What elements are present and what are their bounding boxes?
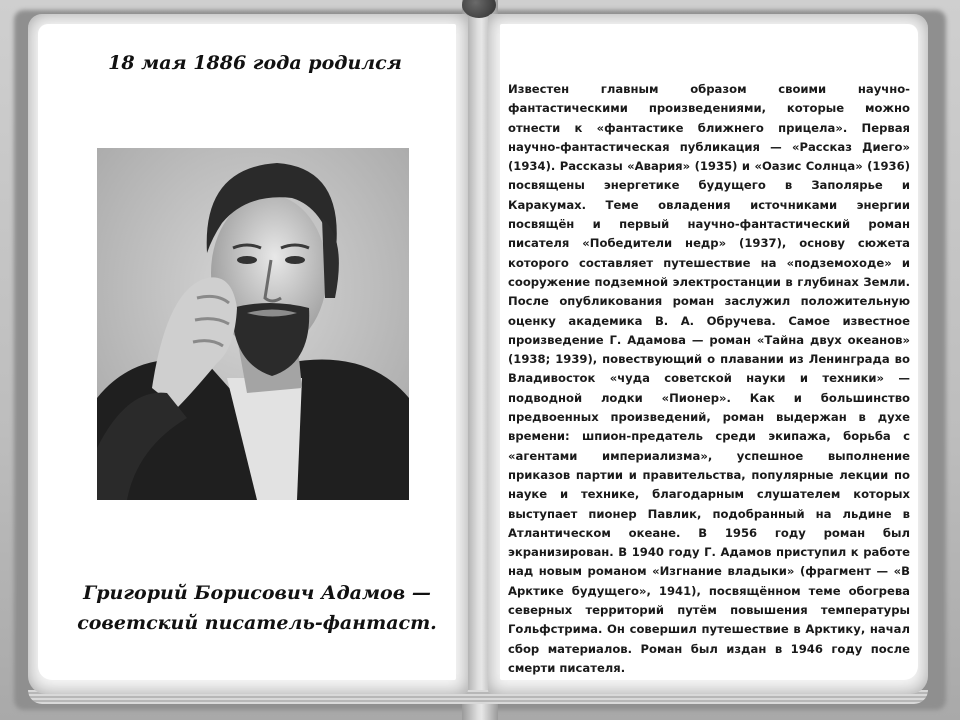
biography-text: Известен главным образом своими научно-фантастическими произведениями, которые можно отнести к «фантастике ближнего прицела». Первая научно-фантастическая публикация — «Рассказ Диего» (1934). Рассказы «Авария» (1935) и «Оазис Солнца» (1936) посвящены энергетике будущего в Заполярье и Каракумах. Теме овладения источниками энергии посвящён и первый научно-фантастический роман писателя «Победители недр» (1937), основу сюжета которого составляет путешествие на «подземоходе» и сооружение подземной электростанции в глубинах Земли. После опубликования роман заслужил положительную оценку академика В. А. Обручева. Самое известное произведение Г. Адамова — роман «Тайна двух океанов» (1938; 1939), повествующий о плавании из Ленинграда во Владивосток «чуда советской науки и техники» — подводной лодки «Пионер». Как и большинство предвоенных произведений, роман выдержан в духе времени: шпион-предатель среди экипажа, борьба с «агентами империализма», успешное выполнение приказов партии и правительства, популярные лекции по науке и технике, благодарным слушателем которых выступает пионер Павлик, подобранный на льдине в Атлантическом океане. В 1956 году роман был экранизирован. В 1940 году Г. Адамов приступил к работе над новым романом «Изгнание владыки» (фрагмент — «В Арктике будущего», 1941), посвящённом теме обогрева северных территорий путём повышения температуры Гольфстрима. Он совершил путешествие в Арктику, начал сбор материалов. Роман был издан в 1946 году после смерти писателя.: [508, 82, 910, 675]
caption-line-name: Григорий Борисович Адамов —: [83, 582, 431, 604]
author-caption: [62, 578, 452, 638]
caption-line-occupation: советский писатель-фантаст.: [77, 612, 437, 634]
author-portrait: [97, 148, 409, 500]
birth-date-heading: 18 мая 1886 года родился: [108, 52, 402, 74]
